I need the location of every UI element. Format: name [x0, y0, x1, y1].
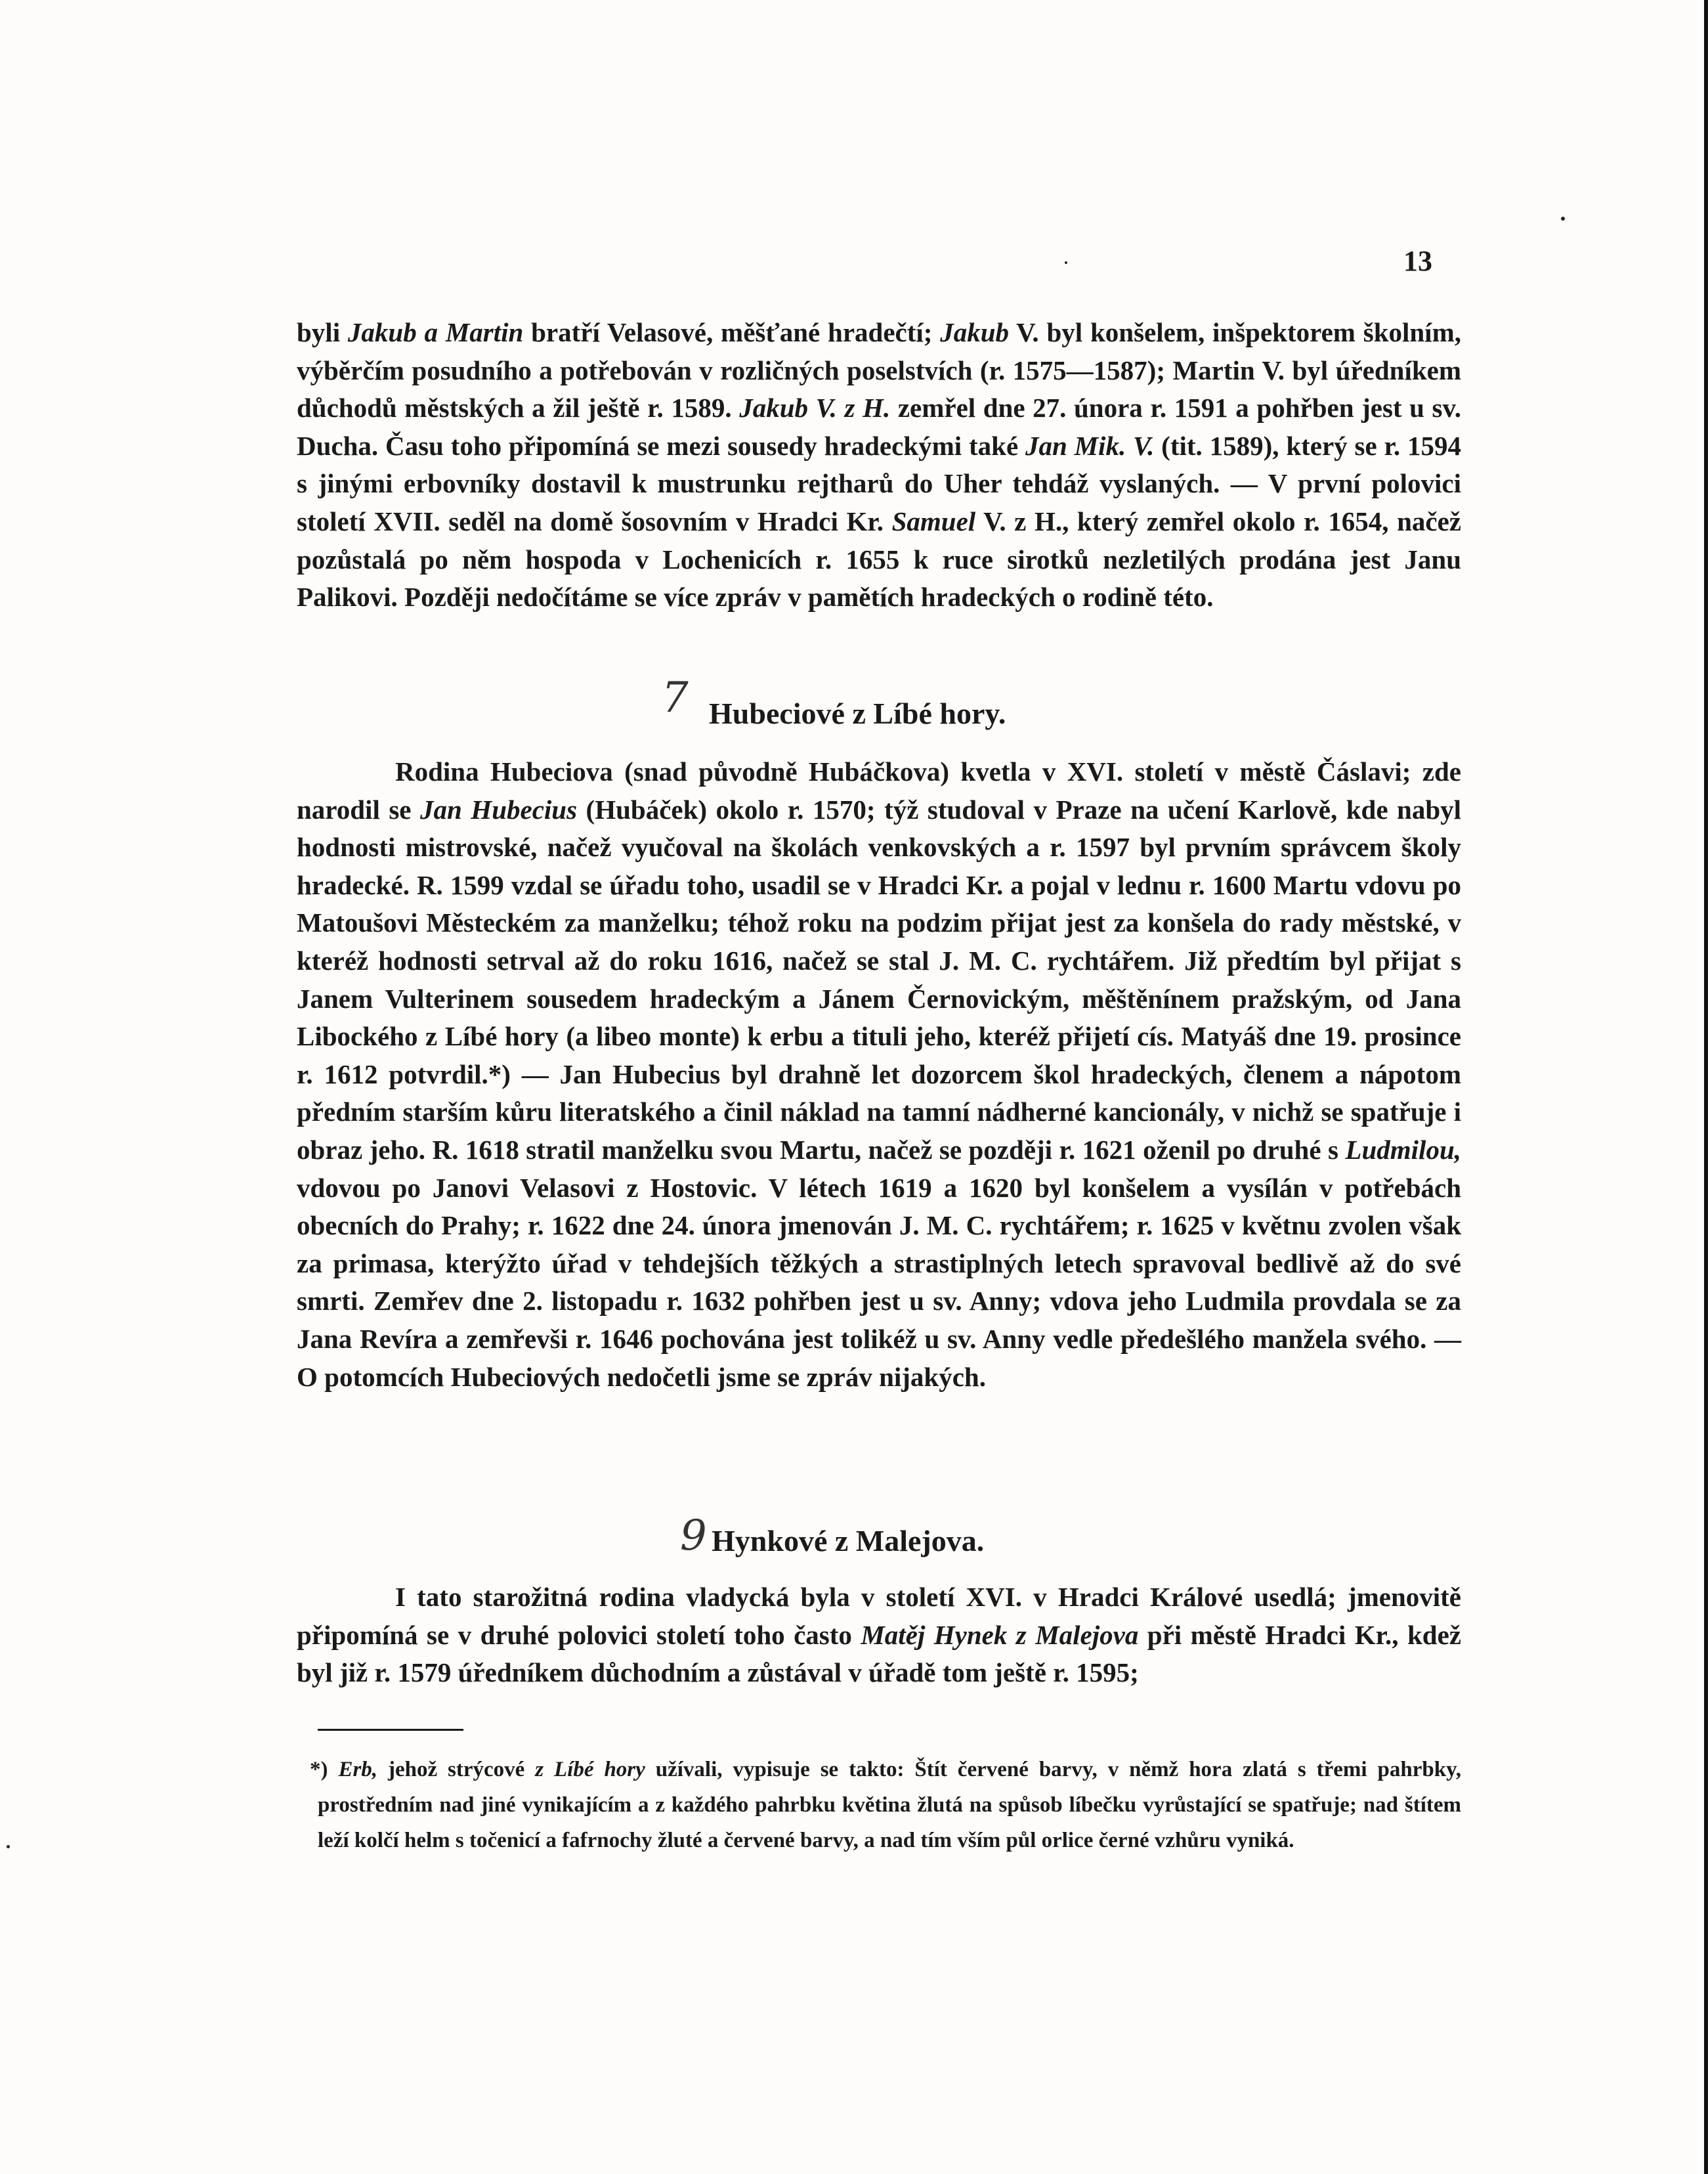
handwritten-section-number: 9	[680, 1511, 707, 1560]
text-run: zemřel dne 27. února r. 1591 a pohřben jest u sv. Ducha. Času toho připomíná se mezi sousedy hradeckými také	[297, 393, 1461, 461]
scan-speck	[1561, 217, 1565, 221]
italic-name: Jakub V. z H.	[739, 393, 891, 424]
footnote-divider	[318, 1729, 463, 1731]
text-run: při městě Hradci Kr., kdež byl již r. 1579 úředníkem důchodním a zůstával v úřadě tom ještě r. 1595;	[297, 1619, 1461, 1688]
text-run: V. z H., který zemřel okolo r. 1654, načež pozůstalá po něm hospoda v Lochenicích r. 1655 k ruce sirotků nezletilých prodána jest Janu Palikovi. Později nedočítáme se více zpráv v pamětích hradeckých o rodině této.	[297, 506, 1461, 613]
scan-edge	[1704, 0, 1708, 2174]
text-run: Rodina Hubeciova (snad původně Hubáčkova) kvetla v XVI. století v městě Čáslavi; zde narodil se	[297, 756, 1461, 825]
footnote	[310, 1752, 1461, 1858]
italic-name: Jakub	[940, 317, 1010, 347]
italic-name: Jan Mik. V.	[1025, 430, 1155, 461]
text-run: V. byl konšelem, inšpektorem školním, výběrčím posudního a potřebován v rozličných poselstvích (r. 1575—1587); Martin V. byl úředníkem důchodů městských a žil ještě r. 1589.	[297, 317, 1461, 424]
text-run: užívali, vypisuje se takto: Štít červené barvy, v němž hora zlatá s třemi pahrbky, prostředním nad jiné vynikajícím a z každého pahrbku květina žlutá na spůsob líbečku vyrůstající se spatřuje; nad štítem leží kolčí helm s točenicí a fafrnochy žluté a červené barvy, a nad tím vším půl orlice černé vzhůru vyniká.	[318, 1758, 1461, 1852]
text-run: vdovou po Janovi Velasovi z Hostovic. V létech 1619 a 1620 byl konšelem a vysílán v potřebách obecních do Prahy; r. 1622 dne 24. února jmenován J. M. C. rychtářem; r. 1625 v květnu zvolen však za primasa, kterýžto úřad v tehdejších těžkých a strastiplných letech spravoval bedlivě až do své smrti. Zemřev dne 2. listopadu r. 1632 pohřben jest u sv. Anny; vdova jeho Ludmila provdala se za Jana Revíra a zemřevši r. 1646 pochována jest tolikéž u sv. Anny vedle předešlého manžela svého. — O potomcích Hubeciových nedočetli jsme se zpráv nijakých.	[297, 1172, 1461, 1392]
italic-name: Matěj Hynek z Malejova	[861, 1619, 1139, 1650]
text-run: (tit. 1589), který se r. 1594 s jinými erbovníky dostavil k mustrunku rejtharů do Uher tehdáž vyslaných. — V první polovici století XVII. seděl na domě šosovním v Hradci Kr.	[297, 430, 1461, 536]
page-number: 13	[1403, 245, 1432, 277]
text-run: (Hubáček) okolo r. 1570; týž studoval v Praze na učení Karlově, kde nabyl hodnosti mistrovské, načež vyučoval na školách venkovských a r. 1597 byl prvním správcem školy hradecké. R. 1599 vzdal se úřadu toho, usadil se v Hradci Kr. a pojal v lednu r. 1600 Martu vdovu po Matoušovi Městeckém za manželku; téhož roku na podzim přijat jest za konšela do rady městské, v kteréž hodnosti setrval až do roku 1616, načež se stal J. M. C. rychtářem. Již předtím byl přijat s Janem Vulterinem sousedem hradeckým a Jánem Černovickým, měštěnínem pražským, od Jana Libockého z Líbé hory (a libeo monte) k erbu a tituli jeho, kteréž přijetí cís. Matyáš dne 19. prosince r. 1612 potvrdil.*) — Jan Hubecius byl drahně let dozorcem škol hradeckých, členem a nápotom předním starším kůru literatského a činil náklad na tamní nádherné kancionály, v nichž se spatřuje i obraz jeho. R. 1618 stratil manželku svou Martu, načež se později r. 1621 oženil po druhé s	[297, 794, 1462, 1165]
italic-name: Jan Hubecius	[420, 794, 578, 825]
scan-speck	[1065, 261, 1067, 264]
section-heading-hynkove: Hynkové z Malejova.	[712, 1524, 985, 1557]
text-run: bratří Velasové, měšťané hradečtí;	[523, 317, 941, 347]
footnote-marker: *)	[310, 1758, 328, 1781]
text-run: jehož strýcové	[377, 1758, 536, 1781]
italic-name: Ludmilou,	[1345, 1134, 1461, 1165]
paragraph-velasove	[297, 314, 1461, 617]
italic-name: Samuel	[891, 506, 976, 536]
italic-name: Jakub a Martin	[347, 317, 524, 347]
text-run: byli	[297, 317, 348, 347]
section-heading-hubeciove: Hubeciové z Líbé hory.	[709, 697, 1006, 730]
paragraph-hynkove	[297, 1578, 1461, 1692]
handwritten-section-number: 7	[662, 674, 689, 722]
paragraph-hubeciove	[297, 753, 1461, 1396]
scan-speck	[7, 1845, 10, 1848]
text-run: I tato starožitná rodina vladycká byla v století XVI. v Hradci Králové usedlá; jmenovitě připomíná se v druhé polovici století toho často	[297, 1582, 1461, 1650]
italic-name: z Líbé hory	[535, 1758, 645, 1781]
italic-name: Erb,	[338, 1758, 378, 1781]
